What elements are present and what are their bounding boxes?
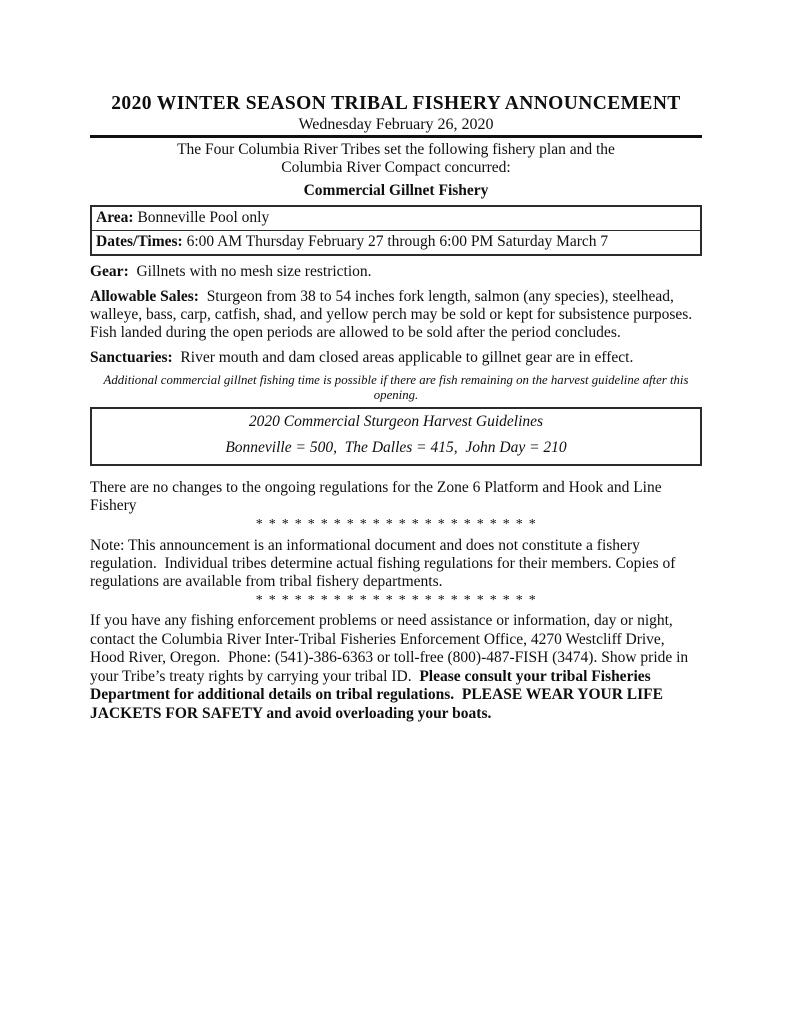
- table-row-area: [92, 207, 700, 230]
- dates-times-label: Dates/Times:: [96, 233, 183, 250]
- contact-text: If you have any fishing enforcement problems or need assistance or information, day or night, contact the Columbia River Inter-Tribal Fisheries Enforcement Office, 4270 Westcliff Drive, Hood River, Oregon. Phone: (541)-386-6363 or toll-free (800)-487-FISH (3474). Show pride in your Tribe’s treaty rights by carrying your tribal ID.: [90, 612, 693, 685]
- intro-text: [90, 141, 702, 177]
- allowable-sales-label: Allowable Sales:: [90, 288, 199, 305]
- guidelines-title: 2020 Commercial Sturgeon Harvest Guidelines: [248, 413, 544, 430]
- page-title: 2020 WINTER SEASON TRIBAL FISHERY ANNOUNCEMENT: [111, 93, 681, 114]
- table-row-dates-times: [92, 230, 700, 254]
- gear-text: Gillnets with no mesh size restriction.: [128, 263, 372, 280]
- area-label: Area:: [96, 209, 134, 226]
- zone6-regulations-line: There are no changes to the ongoing regulations for the Zone 6 Platform and Hook and Line Fishery: [90, 479, 666, 514]
- contact-bold-text: Please consult your tribal Fisheries Department for additional details on tribal regulations. PLEASE WEAR YOUR LIFE JACKETS FOR SAFETY and avoid overloading your boats.: [90, 667, 667, 722]
- allowable-sales-text: Sturgeon from 38 to 54 inches fork length, salmon (any species), steelhead, walleye, bass, carp, catfish, shad, and yellow perch may be sold or kept for subsistence purposes. Fish landed during the open periods are allowed to be sold after the period concludes.: [90, 288, 697, 341]
- allowable-sales-paragraph: [90, 288, 702, 342]
- gear-paragraph: [90, 263, 702, 281]
- gear-label: Gear:: [90, 263, 129, 280]
- intro-line-1: The Four Columbia River Tribes set the following fishery plan and the: [177, 141, 615, 158]
- date-line: Wednesday February 26, 2020: [298, 116, 494, 133]
- asterisk-separator: * * * * * * * * * * * * * * * * * * * * * *: [255, 517, 537, 532]
- harvest-guidelines-box: [90, 407, 702, 466]
- intro-line-2: Columbia River Compact concurred:: [281, 159, 511, 176]
- sanctuaries-label: Sanctuaries:: [90, 349, 173, 366]
- informational-note-paragraph: Note: This announcement is an informational document and does not constitute a fishery regulation. Individual tribes determine actual fishing regulations for their members. Copies of regulations are available from tribal fishery departments.: [90, 537, 680, 590]
- fishery-details-table: [90, 205, 702, 256]
- enforcement-contact-paragraph: [90, 612, 702, 723]
- divider-rule: [90, 135, 702, 138]
- section-heading-commercial-gillnet: Commercial Gillnet Fishery: [303, 182, 489, 199]
- guidelines-values: Bonneville = 500, The Dalles = 415, John Day = 210: [225, 439, 567, 456]
- area-value: Bonneville Pool only: [133, 209, 270, 226]
- dates-times-value: 6:00 AM Thursday February 27 through 6:00 PM Saturday March 7: [182, 233, 609, 250]
- additional-time-note: Additional commercial gillnet fishing time is possible if there are fish remaining on the harvest guideline after this opening.: [103, 373, 689, 402]
- sanctuaries-paragraph: [90, 349, 702, 367]
- sanctuaries-text: River mouth and dam closed areas applicable to gillnet gear are in effect.: [172, 349, 634, 366]
- asterisk-separator: * * * * * * * * * * * * * * * * * * * * * *: [255, 593, 537, 608]
